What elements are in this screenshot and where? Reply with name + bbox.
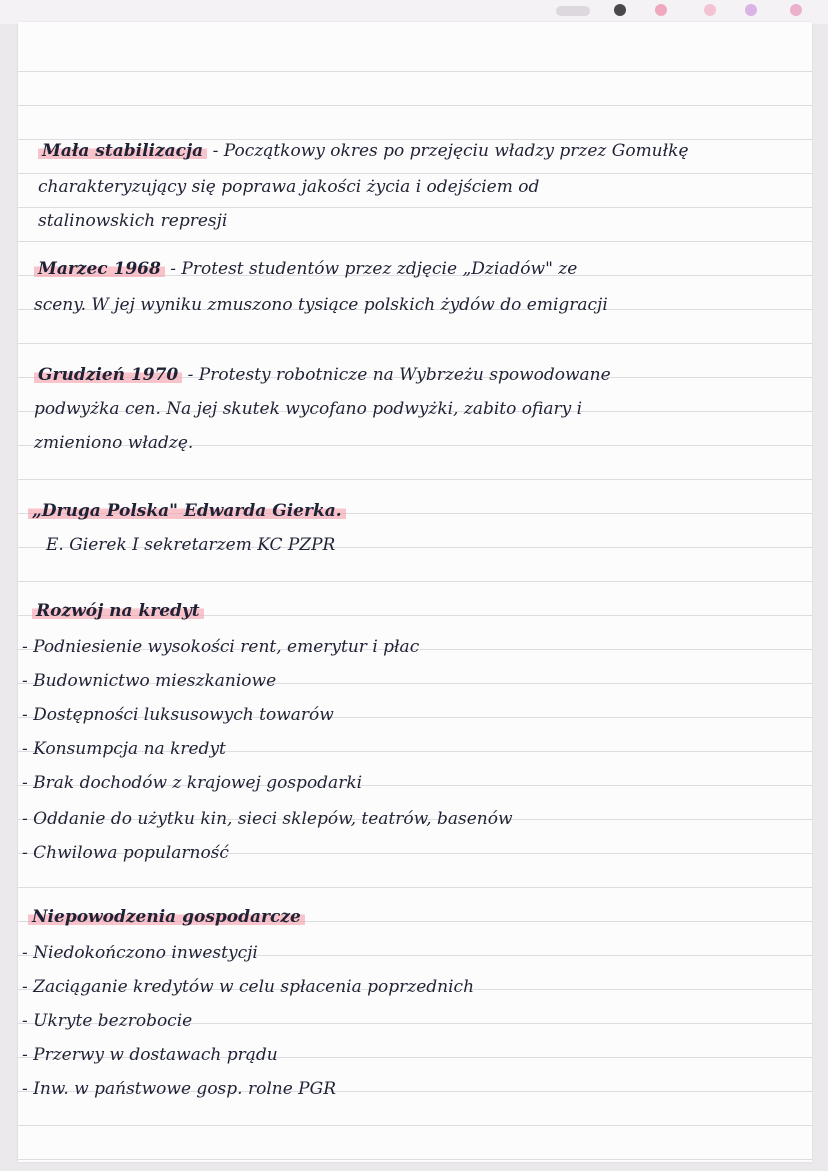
list-item: - Dostępności luksusowych towarów [22,705,334,725]
note-line: stalinowskich represji [38,211,228,231]
color-dot[interactable] [655,4,667,16]
note-line: podwyżka cen. Na jej skutek wycofano podwyżki, zabito ofiary i [34,399,583,419]
section-title: Mała stabilizacja [38,141,207,161]
list-item: - Inw. w państwowe gosp. rolne PGR [22,1079,336,1099]
section-title: Marzec 1968 [34,259,165,279]
browser-top-bar [0,0,828,24]
list-item: - Ukryte bezrobocie [22,1011,193,1031]
note-line: sceny. W jej wyniku zmuszono tysiące polskich żydów do emigracji [34,295,608,315]
note-line: zmieniono władzę. [34,433,194,453]
list-item: - Budownictwo mieszkaniowe [22,671,277,691]
tab-placeholder[interactable] [556,6,590,16]
list-item: - Brak dochodów z krajowej gospodarki [22,773,363,793]
note-line [34,258,577,280]
section-title: Rozwój na kredyt [32,601,204,621]
notebook-page [18,22,812,1162]
list-item: - Przerwy w dostawach prądu [22,1045,278,1065]
section-title: „Druga Polska" Edwarda Gierka. [28,501,346,521]
note-line [32,600,204,622]
color-dot[interactable] [704,4,716,16]
color-dot[interactable] [614,4,626,16]
list-item: - Konsumpcja na kredyt [22,739,226,759]
list-item: - Zaciąganie kredytów w celu spłacenia poprzednich [22,977,475,997]
section-title: Grudzień 1970 [34,365,182,385]
list-item: - Niedokończono inwestycji [22,943,258,963]
list-item: - Podniesienie wysokości rent, emerytur i płac [22,637,420,657]
note-line: charakteryzujący się poprawa jakości życia i odejściem od [38,177,540,197]
color-dot[interactable] [790,4,802,16]
definition-text: - Protesty robotnicze na Wybrzeżu spowodowane [182,365,611,385]
definition-text: - Protest studentów przez zdjęcie „Dziadów" ze [164,259,578,279]
color-dot[interactable] [745,4,757,16]
list-item: - Oddanie do użytku kin, sieci sklepów, teatrów, basenów [22,809,513,829]
definition-text: - Początkowy okres po przejęciu władzy przez Gomułkę [207,141,689,161]
note-line [34,364,611,386]
list-item: - Chwilowa popularność [22,843,229,863]
note-line [28,906,305,928]
note-line [38,140,689,162]
note-line: E. Gierek I sekretarzem KC PZPR [46,535,336,555]
section-title: Niepowodzenia gospodarcze [28,907,305,927]
note-line [28,500,346,522]
